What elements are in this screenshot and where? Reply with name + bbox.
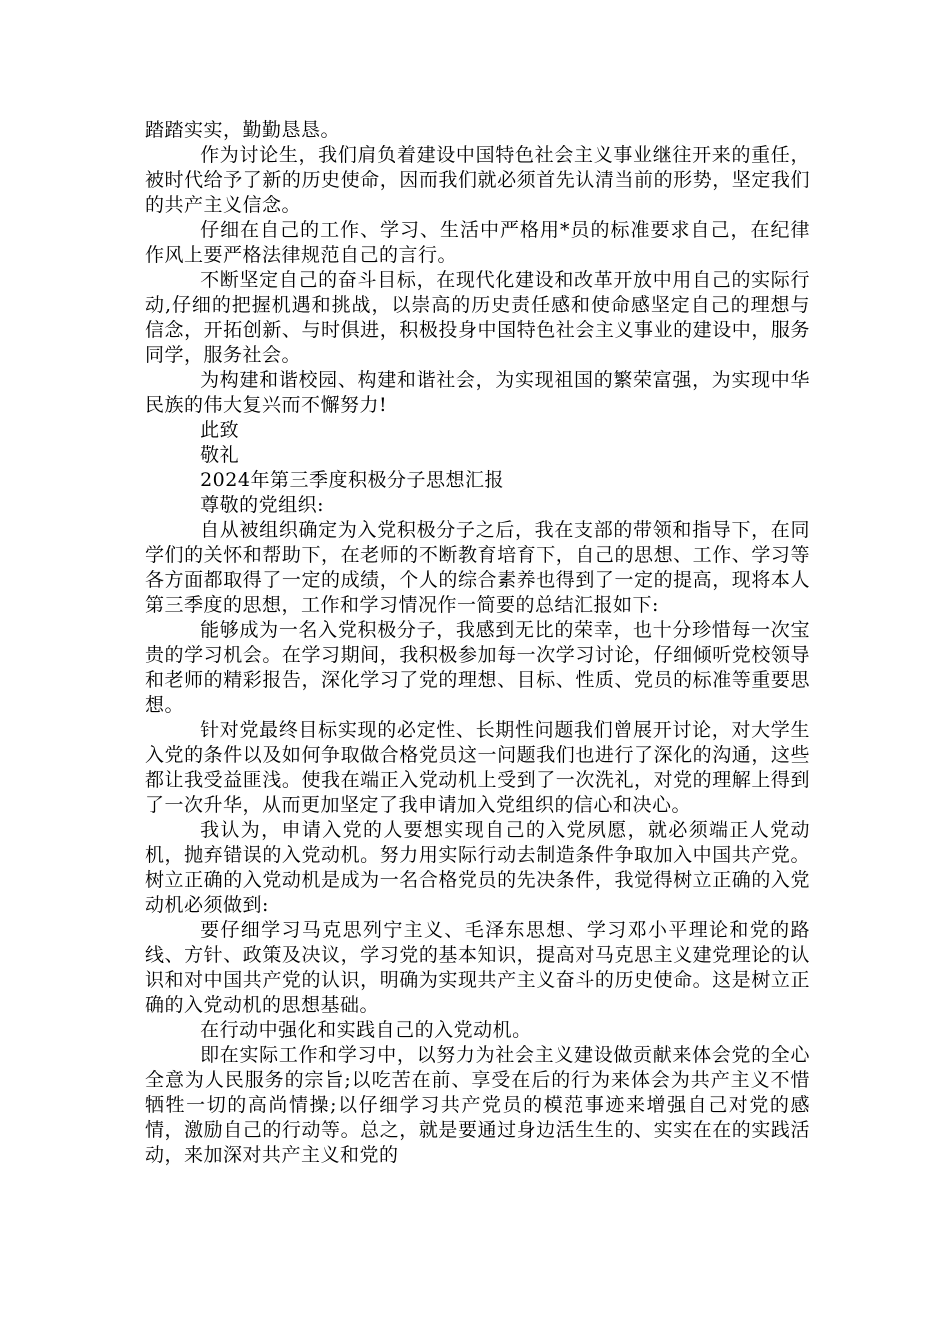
paragraph-12: 针对党最终目标实现的必定性、长期性问题我们曾展开讨论，对大学生入党的条件以及如何争取做合格党员这一问题我们也进行了深化的沟通，这些都让我受益匪浅。使我在端正入党动机上受到了一次洗礼，对党的理解上得到了一次升华，从而更加坚定了我申请加入党组织的信心和决心。 [145, 719, 810, 816]
paragraph-1: 踏踏实实，勤勤恳恳。 [145, 119, 341, 141]
paragraph-5: 为构建和谐校园、构建和谐社会，为实现祖国的繁荣富强，为实现中华民族的伟大复兴而不懈努力! [145, 369, 810, 416]
closing-regards: 敬礼 [200, 444, 240, 466]
paragraph-16: 即在实际工作和学习中，以努力为社会主义建设做贡献来体会党的全心全意为人民服务的宗旨;以吃苦在前、享受在后的行为来体会为共产主义不惜牺牲一切的高尚情操;以仔细学习共产党员的模范事迹来增强自己对党的感情，激励自己的行动等。总之，就是要通过身边活生生的、实实在在的实践活动，来加深对共产主义和党的 [145, 1044, 810, 1166]
closing-salutation: 此致 [200, 419, 240, 441]
document-page [145, 118, 810, 1168]
report-title: 2024年第三季度积极分子思想汇报 [200, 469, 504, 491]
paragraph-4: 不断坚定自己的奋斗目标，在现代化建设和改革开放中用自己的实际行动,仔细的把握机遇和挑战，以崇高的历史责任感和使命感坚定自己的理想与信念，开拓创新、与时俱进，积极投身中国特色社会主义事业的建设中，服务同学，服务社会。 [145, 269, 810, 366]
paragraph-11: 能够成为一名入党积极分子，我感到无比的荣幸，也十分珍惜每一次宝贵的学习机会。在学习期间，我积极参加每一次学习讨论，仔细倾听党校领导和老师的精彩报告，深化学习了党的理想、目标、性质、党员的标准等重要思想。 [145, 619, 810, 716]
paragraph-3: 仔细在自己的工作、学习、生活中严格用*员的标准要求自己，在纪律作风上要严格法律规范自己的言行。 [145, 219, 810, 266]
paragraph-13: 我认为，申请入党的人要想实现自己的入党夙愿，就必须端正人党动机，抛弃错误的入党动机。努力用实际行动去制造条件争取加入中国共产党。树立正确的入党动机是成为一名合格党员的先决条件，我觉得树立正确的入党动机必须做到: [145, 819, 810, 916]
report-greeting: 尊敬的党组织: [200, 494, 324, 516]
paragraph-10: 自从被组织确定为入党积极分子之后，我在支部的带领和指导下，在同学们的关怀和帮助下，在老师的不断教育培育下，自己的思想、工作、学习等各方面都取得了一定的成绩，个人的综合素养也得到了一定的提高，现将本人第三季度的思想，工作和学习情况作一简要的总结汇报如下: [145, 519, 810, 616]
paragraph-14: 要仔细学习马克思列宁主义、毛泽东思想、学习邓小平理论和党的路线、方针、政策及决议，学习党的基本知识，提高对马克思主义建党理论的认识和对中国共产党的认识，明确为实现共产主义奋斗的历史使命。这是树立正确的入党动机的思想基础。 [145, 919, 810, 1016]
paragraph-2: 作为讨论生，我们肩负着建设中国特色社会主义事业继往开来的重任，被时代给予了新的历史使命，因而我们就必须首先认清当前的形势，坚定我们的共产主义信念。 [145, 144, 810, 216]
paragraph-15: 在行动中强化和实践自己的入党动机。 [200, 1019, 532, 1041]
